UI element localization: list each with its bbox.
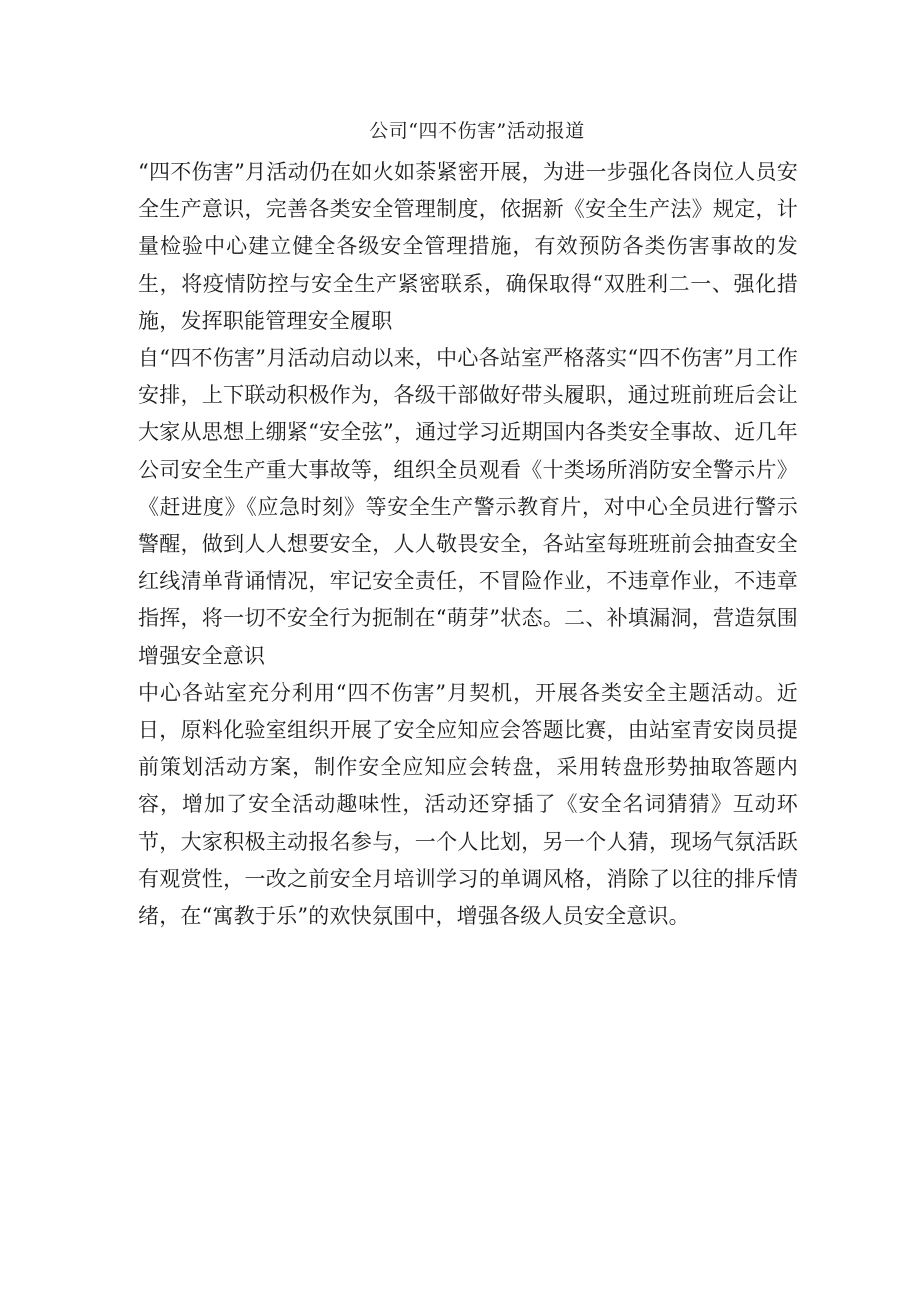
paragraph-1: “四不伤害”月活动仍在如火如荼紧密开展，为进一步强化各岗位人员安全生产意识，完善各类安全管理制度，依据新《安全生产法》规定，计量检验中心建立健全各级安全管理措施，有效预防各类伤害事故的发生，将疫情防控与安全生产紧密联系，确保取得“双胜利二一、强化措施，发挥职能管理安全履职 (138, 160, 798, 333)
paragraph-3: 中心各站室充分利用“四不伤害”月契机，开展各类安全主题活动。近日，原料化验室组织开展了安全应知应会答题比赛，由站室青安岗员提前策划活动方案，制作安全应知应会转盘，采用转盘形势抽取答题内容，增加了安全活动趣味性，活动还穿插了《安全名词猜猜》互动环节，大家积极主动报名参与，一个人比划，另一个人猜，现场气氛活跃有观赏性，一改之前安全月培训学习的单调风格，消除了以往的排斥情绪，在“寓教于乐”的欢快氛围中，增强各级人员安全意识。 (138, 680, 798, 929)
paragraph-2: 自“四不伤害”月活动启动以来，中心各站室严格落实“四不伤害”月工作安排，上下联动积极作为，各级干部做好带头履职，通过班前班后会让大家从思想上绷紧“安全弦”，通过学习近期国内各类安全事故、近几年公司安全生产重大事故等，组织全员观看《十类场所消防安全警示片》《赶进度》《应急时刻》等安全生产警示教育片，对中心全员进行警示警醒，做到人人想要安全，人人敬畏安全，各站室每班班前会抽查安全红线清单背诵情况，牢记安全责任，不冒险作业，不违章作业，不违章指挥，将一切不安全行为扼制在“萌芽”状态。二、补填漏洞，营造氛围增强安全意识 (138, 346, 798, 668)
document-title: 公司“四不伤害”活动报道 (369, 120, 585, 142)
document-page (138, 112, 798, 935)
